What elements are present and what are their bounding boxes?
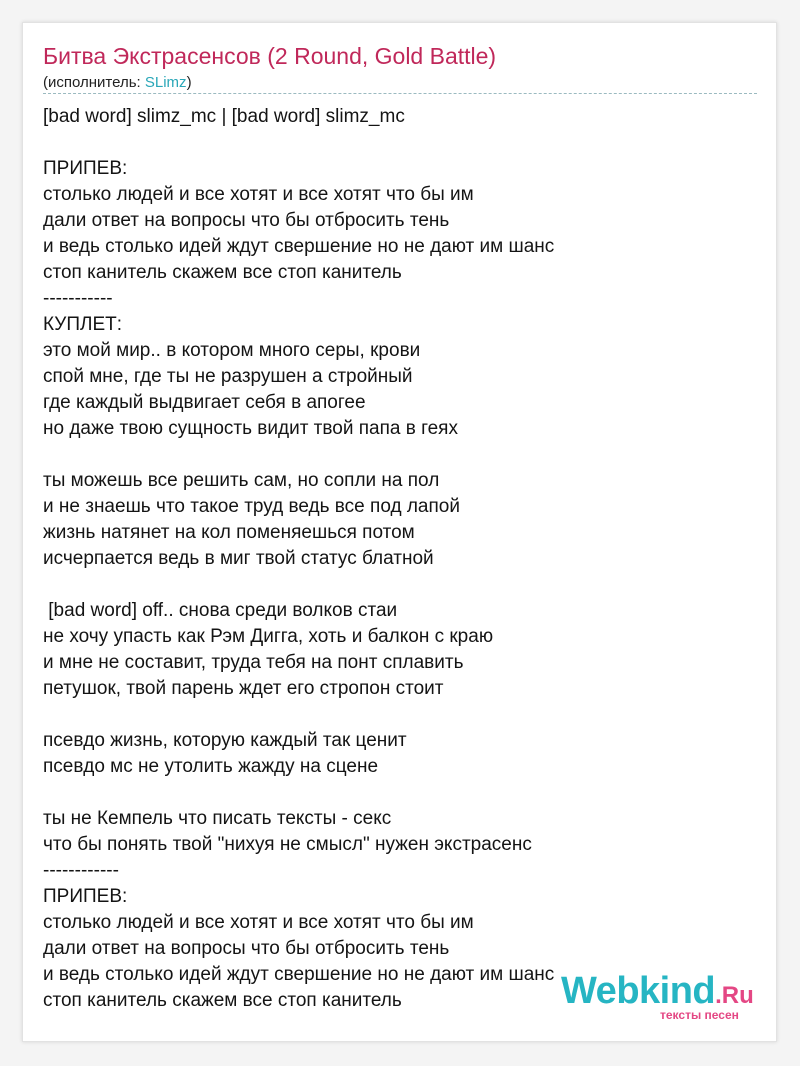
artist-prefix: (исполнитель:: [43, 74, 145, 91]
logo-tld-text: .Ru: [715, 982, 754, 1009]
logo-subtitle: тексты песен: [660, 1008, 739, 1022]
logo-main-text: Webkind: [561, 970, 716, 1012]
lyrics-text: [bad word] slimz_mc | [bad word] slimz_mc ПРИПЕВ: столько людей и все хотят и все хотят что бы им дали ответ на вопросы что бы отбросить тень и ведь столько идей ждут свершение но не дают им шанс стоп канитель скажем все стоп канитель ----------- КУПЛЕТ: это мой мир.. в котором много серы, крови спой мне, где ты не разрушен а стройный где каждый выдвигает себя в апогее но даже твою сущность видит твой папа в геях ты можешь все решить сам, но сопли на пол и не знаешь что такое труд ведь все под лапой жизнь натянет на кол поменяешься потом исчерпается ведь в миг твой статус блатной [bad word] off.. снова среди волков стаи не хочу упасть как Рэм Дигга, хоть и балкон с краю и мне не составит, труда тебя на понт сплавить петушок, твой парень ждет его стропон стоит псевдо жизнь, которую каждый так ценит псевдо мс не утолить жажду на сцене ты не Кемпель что писать тексты - секс что бы понять твой "нихуя не смысл" нужен экстрасенс ------------ ПРИПЕВ: столько людей и все хотят и все хотят что бы им дали ответ на вопросы что бы отбросить тень и ведь столько идей ждут свершение но не дают им шанс стоп канитель скажем все стоп канитель: [43, 106, 555, 1011]
artist-suffix: ): [186, 74, 192, 91]
artist-link[interactable]: SLimz: [144, 74, 187, 91]
webkind-logo[interactable]: [561, 970, 754, 1013]
artist-line: [43, 74, 192, 91]
title-divider: [43, 93, 757, 94]
lyrics-card: [22, 22, 777, 1042]
song-title: Битва Экстрасенсов (2 Round, Gold Battle): [43, 43, 497, 69]
